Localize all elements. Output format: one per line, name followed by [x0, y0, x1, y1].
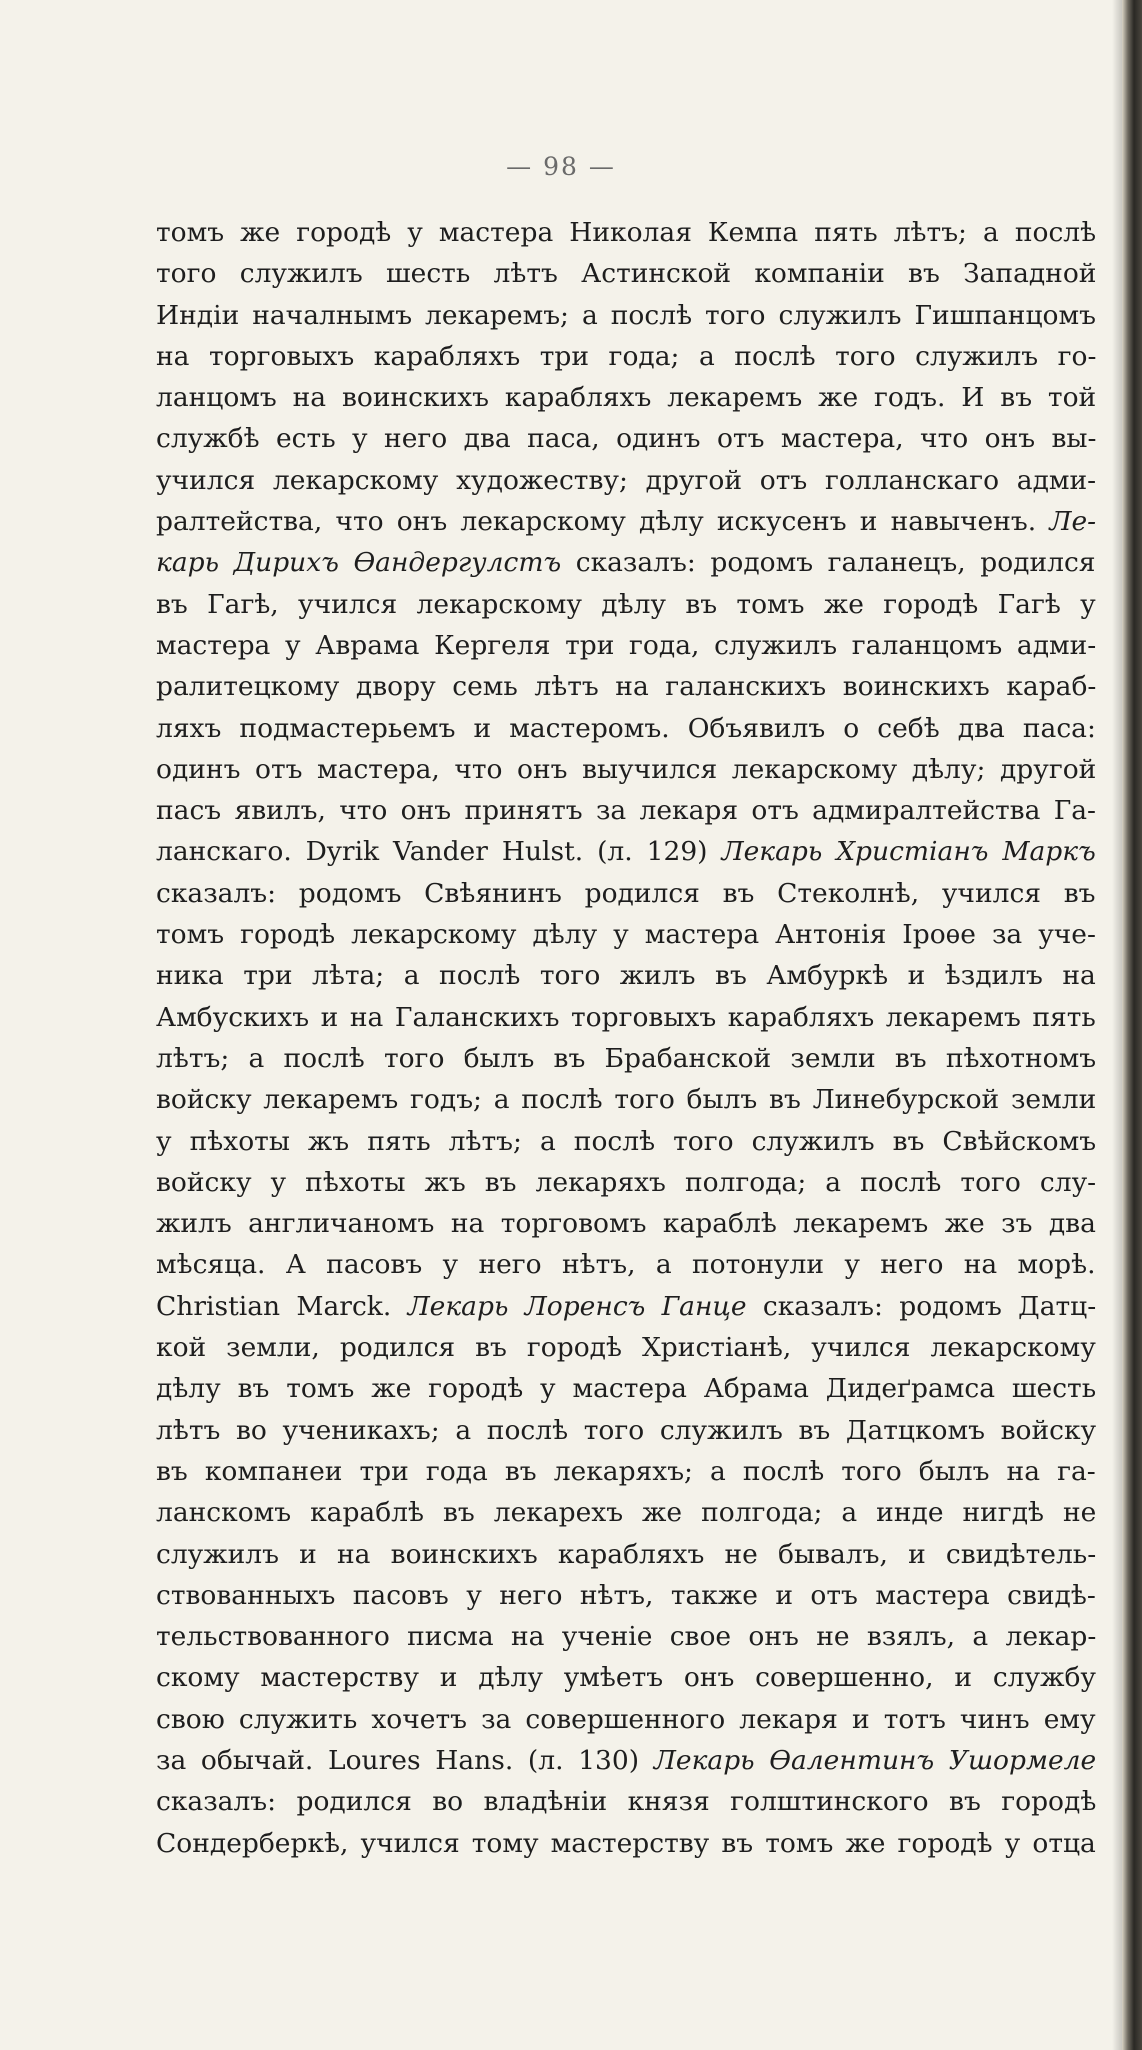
text-line	[156, 625, 1096, 666]
text-segment: учился лекарскому художеству; другой отъ голланскаго адми-	[156, 464, 1097, 496]
text-segment: у пѣхоты жъ пять лѣтъ; а послѣ того служилъ въ Свѣйскомъ	[156, 1125, 1097, 1157]
text-line	[156, 1162, 1096, 1203]
text-line	[156, 1327, 1096, 1368]
text-segment: Индіи началнымъ лекаремъ; а послѣ того служилъ Гишпанцомъ	[156, 299, 1096, 331]
text-line	[156, 542, 1096, 583]
gutter-shadow	[1112, 0, 1122, 2050]
text-line	[156, 914, 1096, 955]
italic-text-segment: карь Дирихъ Өандергулстъ	[156, 547, 562, 579]
text-segment: пасъ явилъ, что онъ принятъ за лекаря отъ адмиралтейства Га-	[156, 795, 1096, 827]
text-segment: лѣтъ; а послѣ того былъ въ Брабанской земли въ пѣхотномъ	[156, 1042, 1097, 1074]
text-line	[156, 1121, 1096, 1162]
text-segment: ралтейства, что онъ лекарскому дѣлу искусенъ и навыченъ.	[156, 506, 1050, 538]
text-segment: того служилъ шесть лѣтъ Астинской компаніи въ Западной	[156, 258, 1097, 290]
text-segment: войску у пѣхоты жъ въ лекаряхъ полгода; а послѣ того слу-	[156, 1166, 1097, 1198]
text-segment: свою служить хочетъ за совершенного лекаря и тотъ чинъ ему	[156, 1703, 1096, 1735]
text-segment: за обычай. Loures Hans. (л. 130)	[156, 1744, 654, 1776]
text-segment: Сондерберкѣ, учился тому мастерству въ томъ же городѣ у отца	[156, 1827, 1096, 1859]
text-line	[156, 1781, 1096, 1822]
text-segment: ляхъ подмастерьемъ и мастеромъ. Объявилъ о себѣ два паса:	[156, 712, 1096, 744]
text-line	[156, 1492, 1096, 1533]
text-segment: сказалъ: родился во владѣніи князя голштинского въ городѣ	[156, 1786, 1097, 1818]
text-line	[156, 460, 1096, 501]
text-line	[156, 749, 1096, 790]
text-line	[156, 584, 1096, 625]
text-segment: томъ же городѣ у мастера Николая Кемпа пять лѣтъ; а послѣ	[156, 217, 1097, 248]
text-segment: мастера у Аврама Кергеля три года, служилъ галанцомъ адми-	[156, 629, 1097, 661]
text-line	[156, 1286, 1096, 1327]
text-line	[156, 1368, 1096, 1409]
text-segment: служилъ и на воинскихъ карабляхъ не бывалъ, и свидѣтель-	[156, 1538, 1097, 1570]
text-segment: въ компанеи три года въ лекаряхъ; а послѣ того былъ на га-	[156, 1455, 1096, 1487]
text-line	[156, 212, 1096, 253]
text-segment: Амбускихъ и на Галанскихъ торговыхъ карабляхъ лекаремъ пять	[156, 1001, 1096, 1033]
text-line	[156, 1823, 1096, 1864]
text-segment: томъ городѣ лекарскому дѣлу у мастера Антонія Іроѳе за уче-	[156, 919, 1096, 951]
text-segment: жилъ англичаномъ на торговомъ караблѣ лекаремъ же зъ два	[156, 1208, 1096, 1240]
text-line	[156, 1534, 1096, 1575]
text-line	[156, 501, 1096, 542]
text-line	[156, 1657, 1096, 1698]
text-line	[156, 418, 1096, 459]
text-segment: дѣлу въ томъ же городѣ у мастера Абрама Дидеґрамса шесть	[156, 1373, 1097, 1405]
text-segment: скому мастерству и дѣлу умѣетъ онъ совершенно, и службу	[156, 1662, 1097, 1694]
text-line	[156, 831, 1096, 872]
book-binding-edge	[1122, 0, 1142, 2050]
italic-text-segment: Лекарь Лоренсъ Ганце	[407, 1290, 747, 1322]
italic-text-segment: Лекарь Өалентинъ Ушормеле	[653, 1744, 1097, 1776]
italic-text-segment: Ле-	[1049, 506, 1097, 538]
text-line	[156, 1451, 1096, 1492]
text-segment: на торговыхъ карабляхъ три года; а послѣ того служилъ го-	[156, 340, 1097, 372]
text-segment: лѣтъ во ученикахъ; а послѣ того служилъ въ Датцкомъ войску	[156, 1414, 1097, 1446]
text-segment: Christian Marck.	[156, 1290, 408, 1322]
text-line	[156, 1203, 1096, 1244]
text-line	[156, 1410, 1096, 1451]
text-segment: ствованныхъ пасовъ у него нѣтъ, также и отъ мастера свидѣ-	[156, 1579, 1096, 1611]
text-line	[156, 790, 1096, 831]
text-segment: одинъ отъ мастера, что онъ выучился лекарскому дѣлу; другой	[156, 753, 1097, 785]
text-line	[156, 377, 1096, 418]
text-segment: войску лекаремъ годъ; а послѣ того былъ въ Линебурской земли	[156, 1084, 1097, 1116]
text-line	[156, 336, 1096, 377]
text-segment: ланскаго. Dyrik Vander Hulst. (л. 129)	[156, 836, 722, 868]
text-segment: ланскомъ караблѣ въ лекарехъ же полгода; а инде нигдѣ не	[156, 1497, 1097, 1529]
text-segment: сказалъ: родомъ Свѣянинъ родился въ Стеколнѣ, учился въ	[156, 877, 1096, 909]
body-text	[156, 212, 1096, 1864]
text-line	[156, 955, 1096, 996]
text-segment: ланцомъ на воинскихъ карабляхъ лекаремъ же годъ. И въ той	[156, 382, 1097, 414]
text-line	[156, 997, 1096, 1038]
text-line	[156, 1740, 1096, 1781]
text-segment: сказалъ: родомъ Датц-	[746, 1290, 1097, 1322]
italic-text-segment: Лекарь Христіанъ Маркъ	[721, 836, 1096, 868]
page-number: — 98 —	[506, 152, 616, 181]
text-segment: мѣсяца. А пасовъ у него нѣтъ, а потонули у него на морѣ.	[156, 1249, 1096, 1281]
text-line	[156, 295, 1096, 336]
text-line	[156, 1038, 1096, 1079]
text-line	[156, 1575, 1096, 1616]
text-segment: въ Гагѣ, учился лекарскому дѣлу въ томъ же городѣ Гагѣ у	[156, 588, 1096, 620]
text-line	[156, 253, 1096, 294]
text-line	[156, 1699, 1096, 1740]
text-segment: службѣ есть у него два паса, одинъ отъ мастера, что онъ вы-	[156, 423, 1097, 455]
text-line	[156, 1244, 1096, 1285]
text-line	[156, 708, 1096, 749]
text-segment: кой земли, родился въ городѣ Христіанѣ, учился лекарскому	[156, 1332, 1096, 1364]
text-segment: тельствованного писма на ученіе свое онъ не взялъ, а лекар-	[156, 1621, 1097, 1653]
text-line	[156, 873, 1096, 914]
text-segment: сказалъ: родомъ галанецъ, родился	[561, 547, 1096, 579]
text-line	[156, 666, 1096, 707]
text-segment: ника три лѣта; а послѣ того жилъ въ Амбуркѣ и ѣздилъ на	[156, 960, 1096, 992]
text-line	[156, 1616, 1096, 1657]
text-segment: ралитецкому двору семь лѣтъ на галанскихъ воинскихъ караб-	[156, 671, 1097, 703]
text-line	[156, 1079, 1096, 1120]
